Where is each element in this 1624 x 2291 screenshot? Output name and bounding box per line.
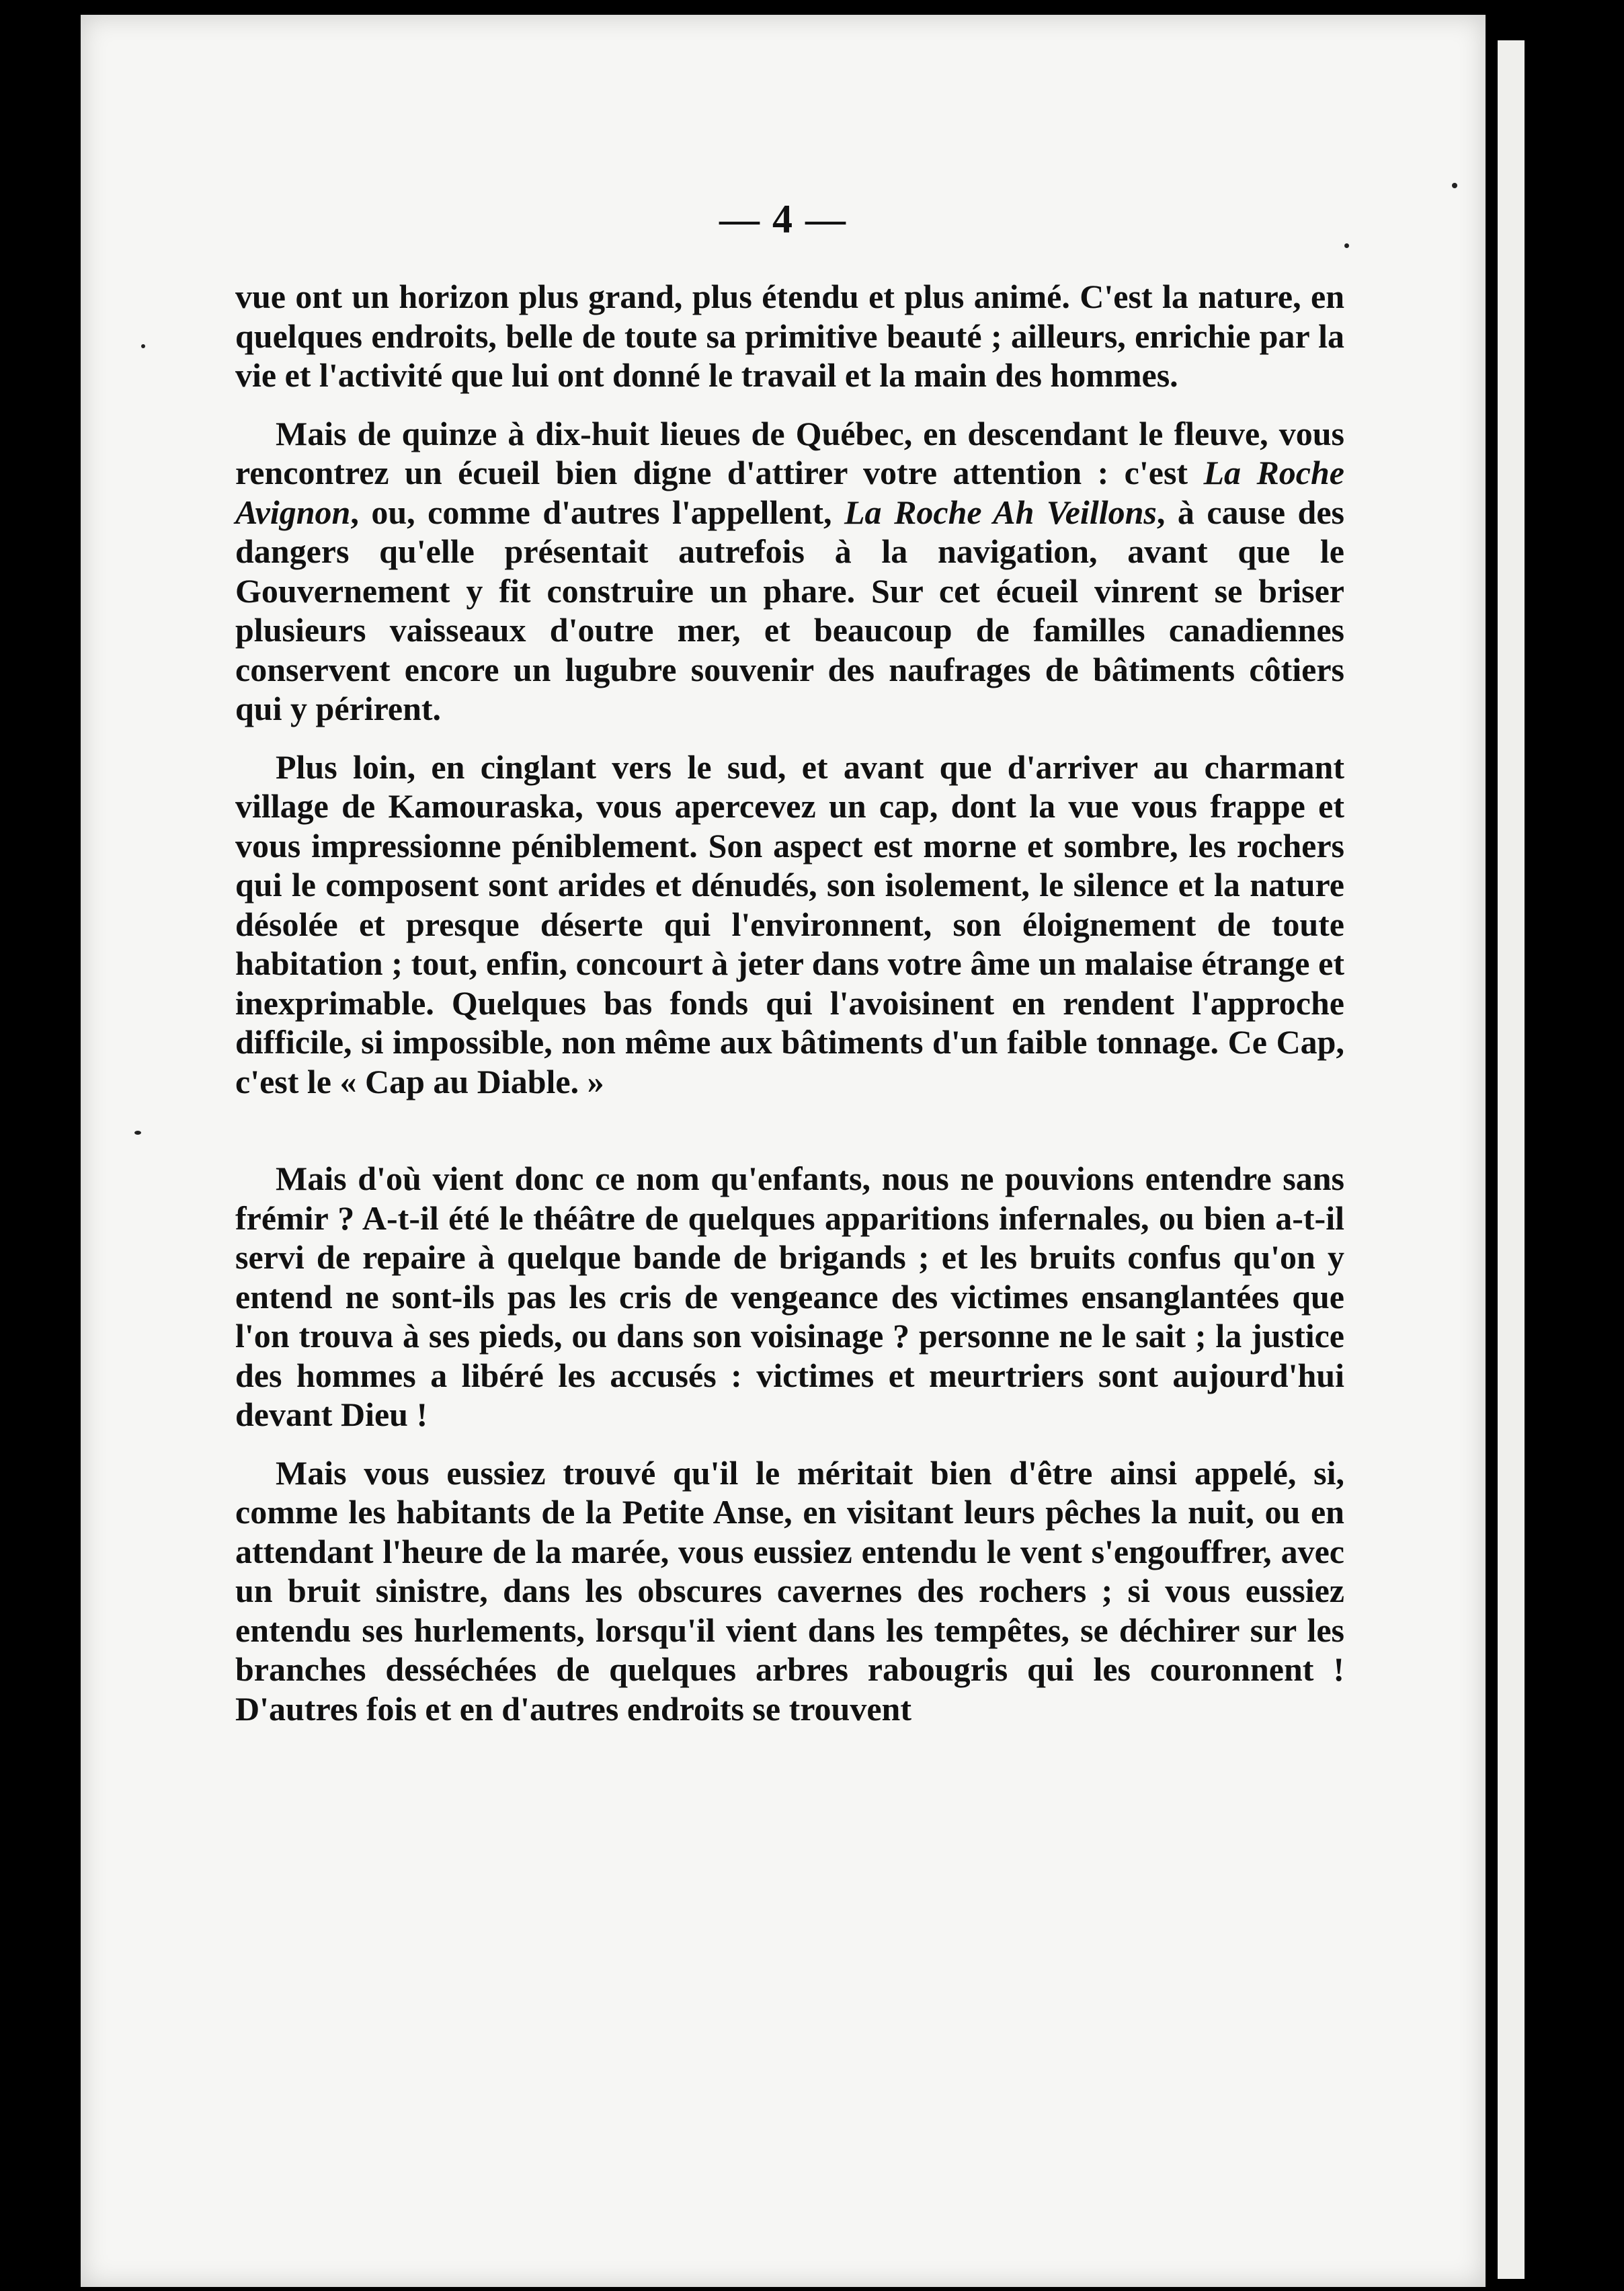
paragraph-2-part-3: , à cause des dangers qu'elle présentait autrefois à la navigation, avant que le Gouvernement y fit construire un phare. Sur cet écueil vinrent se briser plusieurs vaisseaux d'outre mer, et beaucoup de familles canadiennes conservent encore un lugubre souvenir des naufrages de bâtiments côtiers qui y périrent. <box>235 493 1345 727</box>
place-name-roche-avignon: La Roche Avignon <box>235 454 1344 531</box>
paragraph-2 <box>235 414 1344 729</box>
scan-speck <box>134 1131 141 1135</box>
scan-speck <box>1344 243 1349 248</box>
paragraph-2-part-2: , ou, comme d'autres l'appellent, <box>350 493 845 531</box>
paragraph-5: Mais vous eussiez trouvé qu'il le méritait bien d'être ainsi appelé, si, comme les habitants de la Petite Anse, en visitant leurs pêches la nuit, ou en attendant l'heure de la marée, vous eussiez entendu le vent s'engouffrer, avec un bruit sinistre, dans les obscures cavernes des rochers ; si vous eussiez entendu ses hurlements, lorsqu'il vient dans les tempêtes, se déchirer sur les branches desséchées de quelques arbres rabougris qui les couronnent ! D'autres fois et en d'autres endroits se trouvent <box>235 1453 1344 1728</box>
paragraph-1: vue ont un horizon plus grand, plus étendu et plus animé. C'est la nature, en quelques endroits, belle de toute sa primitive beauté ; ailleurs, enrichie par la vie et l'activité que lui ont donné le travail et la main des hommes. <box>235 278 1344 394</box>
scan-speck <box>141 344 145 348</box>
page-number: — 4 — <box>719 197 847 241</box>
body-text <box>235 277 1344 1728</box>
next-page-edge <box>1498 40 1525 2279</box>
paragraph-2-part-1: Mais de quinze à dix-huit lieues de Québec, en descendant le fleuve, vous rencontrez un écueil bien digne d'attirer votre attention : c'est <box>235 414 1344 491</box>
scan-speck <box>1452 183 1457 188</box>
book-page <box>81 15 1486 2287</box>
place-name-roche-ah-veillons: La Roche Ah Veillons <box>844 493 1157 531</box>
paragraph-3: Plus loin, en cinglant vers le sud, et avant que d'arriver au charmant village de Kamouraska, vous apercevez un cap, dont la vue vous frappe et vous impressionne péniblement. Son aspect est morne et sombre, les rochers qui le composent sont arides et dénudés, son isolement, le silence et la nature désolée et presque déserte qui l'environnent, son éloignement de toute habitation ; tout, enfin, concourt à jeter dans votre âme un malaise étrange et inexprimable. Quelques bas fonds qui l'avoisinent en rendent l'approche difficile, si impossible, non même aux bâtiments d'un faible tonnage. Ce Cap, c'est le « Cap au Diable. » <box>235 748 1344 1100</box>
paragraph-4: Mais d'où vient donc ce nom qu'enfants, nous ne pouvions entendre sans frémir ? A-t-il été le théâtre de quelques apparitions infernales, ou bien a-t-il servi de repaire à quelque bande de brigands ; et les bruits confus qu'on y entend ne sont-ils pas les cris de vengeance des victimes ensanglantées que l'on trouva à ses pieds, ou dans son voisinage ? personne ne le sait ; la justice des hommes a libéré les accusés : victimes et meurtriers sont aujourd'hui devant Dieu ! <box>235 1160 1344 1433</box>
